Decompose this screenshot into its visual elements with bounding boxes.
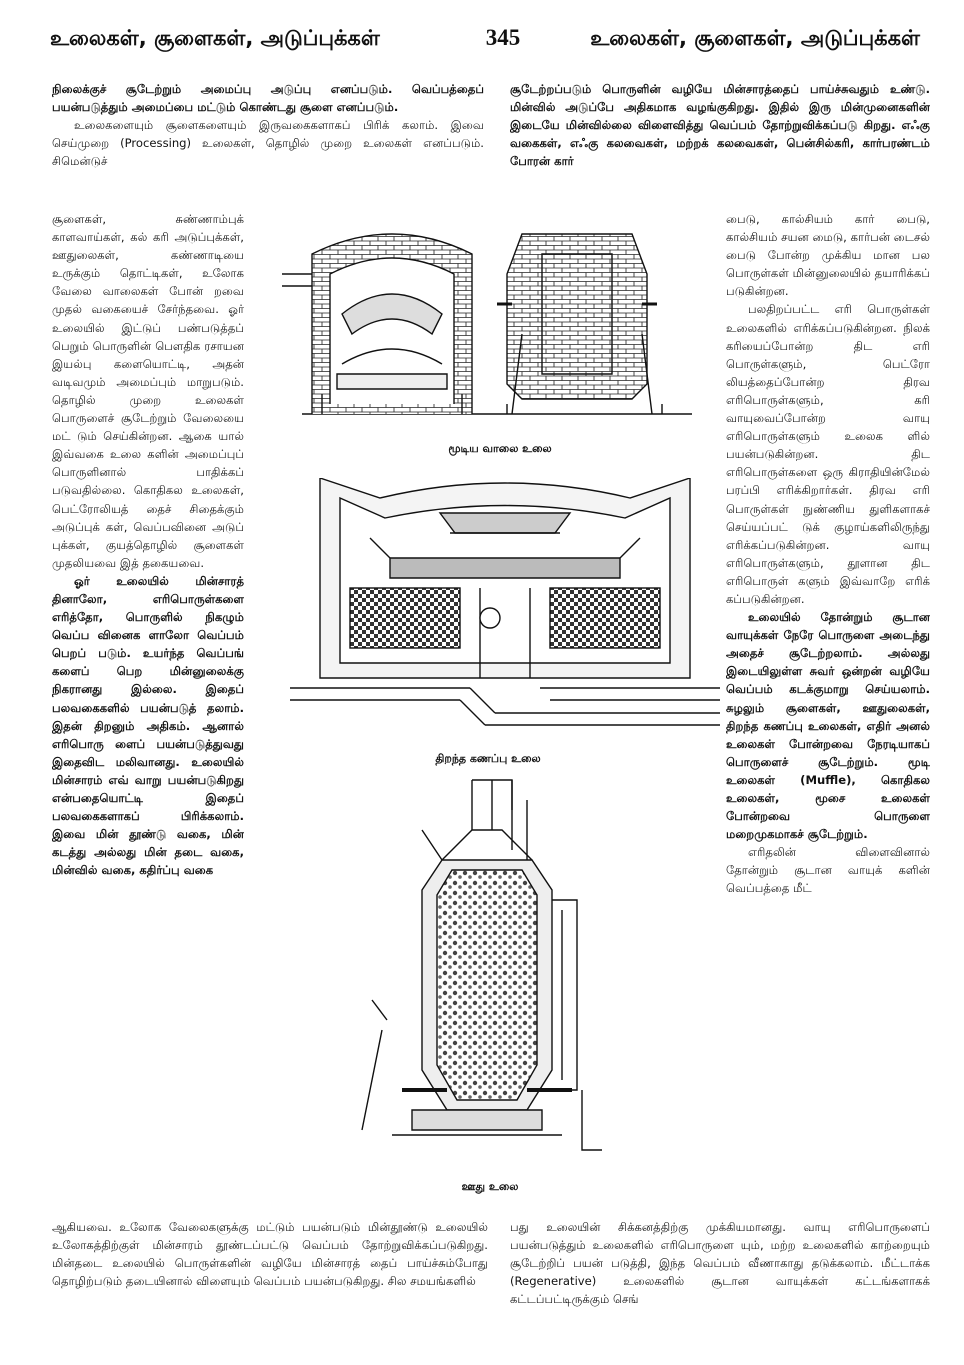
paragraph: சூளைகள், சுண்ணாம்புக் காளவாய்கள், கல் கரி அடுப்புக்கள், ஊதுலைகள், கண்ணாடியை உருக்கும் தொட்டிகள், உலோக வேலை வாலைகள் போன் றவை முதல் வகையைச் சேர்ந்தவை. ஓர் உலையில் இட்டுப் பண்படுத்தப் பெறும் பொருளின் பௌதிக ரசாயன இயல்பு களையொட்டி, அதன் வடிவமும் அமைப்பும் மாறுபடும். தொழில் முறை உலைகள் பொருளைச் சூடேற்றும் வேலையை மட் டும் செய்கின்றன. ஆகை யால் இவ்வகை உலை களின் அமைப்புப் பொருளினால் பாதிக்கப் படுவதில்லை. கொதிகல உலைகள், பெட்ரோலியத் தைச் சிதைக்கும் அடுப்புக் கள், வெப்பவினை அடுப் புக்கள், குயத்தொழில் சூளைகள் முதலியவை இத் தகையவை. <box>52 212 244 570</box>
paragraph: உலையில் தோன்றும் சூடான வாயுக்கள் நேரே பொருளை அடைந்து அதைச் சூடேற்றலாம். அல்லது இடையிலுள்ள சுவர் ஒன்றன் வழியே வெப்பம் கடக்குமாறு செய்யலாம். சுழலும் சூளைகள், ஊதுலைகள், திறந்த கணப்பு உலைகள், எதிர் அனல் உலைகள் போன்றவை நேரடியாகப் பொருளைச் சூடேற்றும். மூடி உலைகள் (Muffle), கொதிகல உலைகள், மூசை உலைகள் போன்றவை பொருளை மறைமுகமாகச் சூடேற்றும். <box>726 610 930 842</box>
paragraph: பது உலையின் சிக்கனத்திற்கு முக்கியமானது. வாயு எரிபொருளைப் பயன்படுத்தும் உலைகளில் எரிபொருளை யும், மற்ற உலைகளில் காற்றையும் சூடேற்றிப் பயன் படுத்தி, இந்த வெப்பம் வீணாகாது தடுக்கலாம். மீட்டாக்க (Regenerative) உலைகளில் சூடான வாயுக்கள் கட்டங்களாகக் கட்டப்பட்டிருக்கும் செங் <box>510 1220 930 1307</box>
paragraph: எரிதலின் விளைவினால் தோன்றும் சூடான வாயுக் களின் வெப்பத்தை மீட் <box>726 845 930 896</box>
figure-blast-furnace <box>352 770 602 1170</box>
running-head-right: உலைகள், சூளைகள், அடுப்புக்கள் <box>590 26 920 50</box>
paragraph: பலதிறப்பட்ட எரி பொருள்கள் உலைகளில் எரிக்கப்படுகின்றன. நிலக் கரியைப்போன்ற திட எரி பொருள்களும், பெட்ரோ லியத்தைப்போன்ற திரவ எரிபொருள்களும், கரி வாயுவைப்போன்ற வாயு எரிபொருள்களும் உலைக ளில் பயன்படுகின்றன. திட எரிபொருள்களை ஒரு கிராதியின்மேல் பரப்பி எரிக்கிறார்கள். திரவ எரி பொருள்கள் நுண்ணிய துளிகளாகச் செய்யப்பட் டுக் குழாய்களிலிருந்து எரிக்கப்படுகின்றன. வாயு எரிபொருள்களும், தூளான திட எரிபொருள் களும் இவ்வாறே எரிக் கப்படுகின்றன. <box>726 302 930 606</box>
page-number: 345 <box>485 25 521 50</box>
paragraph: ஓர் உலையில் மின்சாரத் தினாலோ, எரிபொருள்களை எரித்தோ, பொருளில் நிகழும் வெப்ப வினைக ளாலோ வெப்பம் பெறப் படும். உயர்ந்த வெப்பங் களைப் பெற மின்னுலைக்கு நிகரானது இல்லை. இதைப் பலவகைகளில் பயன்படுத் தலாம். இதன் திறனும் அதிகம். ஆனால் எரிபொரு ளைப் பயன்படுத்துவது இதைவிட மலிவானது. உலையில் மின்சாரம் எவ் வாறு பயன்படுகிறது என்பதையொட்டி இதைப் பலவகைகளாகப் பிரிக்கலாம். இவை மின் தூண்டு வகை, மின் கடத்து அல்லது மின் தடை வகை, மின்வில் வகை, கதிர்ப்பு வகை <box>52 573 244 878</box>
figure-caption: மூடிய வாலை உலை <box>448 442 552 455</box>
left-column <box>52 210 244 1216</box>
right-top-text <box>510 80 930 208</box>
figure-open-hearth-furnace <box>290 478 720 743</box>
left-top-text <box>52 80 484 208</box>
right-column <box>726 210 930 1216</box>
figure-caption: ஊது உலை <box>461 1180 519 1193</box>
figure-muffle-furnace <box>282 214 712 424</box>
bottom-right-text <box>510 1218 930 1348</box>
paragraph: உலைகளையும் சூளைகளையும் இருவகைகளாகப் பிரிக் கலாம். இவை செய்முறை (Processing) உலைகள், தொழில் முறை உலைகள் எனப்படும். சிமென்டுச் <box>52 118 484 169</box>
paragraph: நிலைக்குச் சூடேற்றும் அமைப்பு அடுப்பு எனப்படும். வெப்பத்தைப் பயன்படுத்தும் அமைப்பை மட்டும் கொண்டது சூளை எனப்படும். <box>52 82 484 115</box>
running-head-left: உலைகள், சூளைகள், அடுப்புக்கள் <box>50 26 380 50</box>
paragraph: சூடேற்றப்படும் பொருளின் வழியே மின்சாரத்தைப் பாய்ச்சுவதும் உண்டு. மின்வில் அடுப்பே அதிகமாக வழங்குகிறது. இதில் இரு மின்முனைகளின் இடையே மின்வில்லை விளைவித்து வெப்பம் தோற்றுவிக்கப்படு கிறது. எஃகு வகைகள், எஃகு கலவைகள், மற்றக் கலவைகள், பென்சில்கரி, கார்பரண்டம் போரன் கார் <box>510 82 930 169</box>
paragraph: பைடு, கால்சியம் கார் பைடு, கால்சியம் சயன மைடு, கார்பன் டைசல் பைடு போன்ற முக்கிய மான பல பொருள்கள் மின்னுலையில் தயாரிக்கப் படுகின்றன. <box>726 212 930 299</box>
bottom-left-text <box>52 1218 488 1348</box>
paragraph: ஆகியவை. உலோக வேலைகளுக்கு மட்டும் பயன்படும் மின்தூண்டு உலையில் உலோகத்திற்குள் மின்சாரம் தூண்டப்பட்டு வெப்பம் தோற்றுவிக்கப்படுகிறது. மின்தடை உலையில் பொருள்களின் வழியே மின்சாரத் தைப் பாய்ச்சும்போது தொழிற்படும் தடையினால் விளையும் வெப்பம் பயன்படுகிறது. சில சமயங்களில் <box>52 1220 488 1289</box>
figure-caption: திறந்த கணப்பு உலை <box>435 752 541 765</box>
